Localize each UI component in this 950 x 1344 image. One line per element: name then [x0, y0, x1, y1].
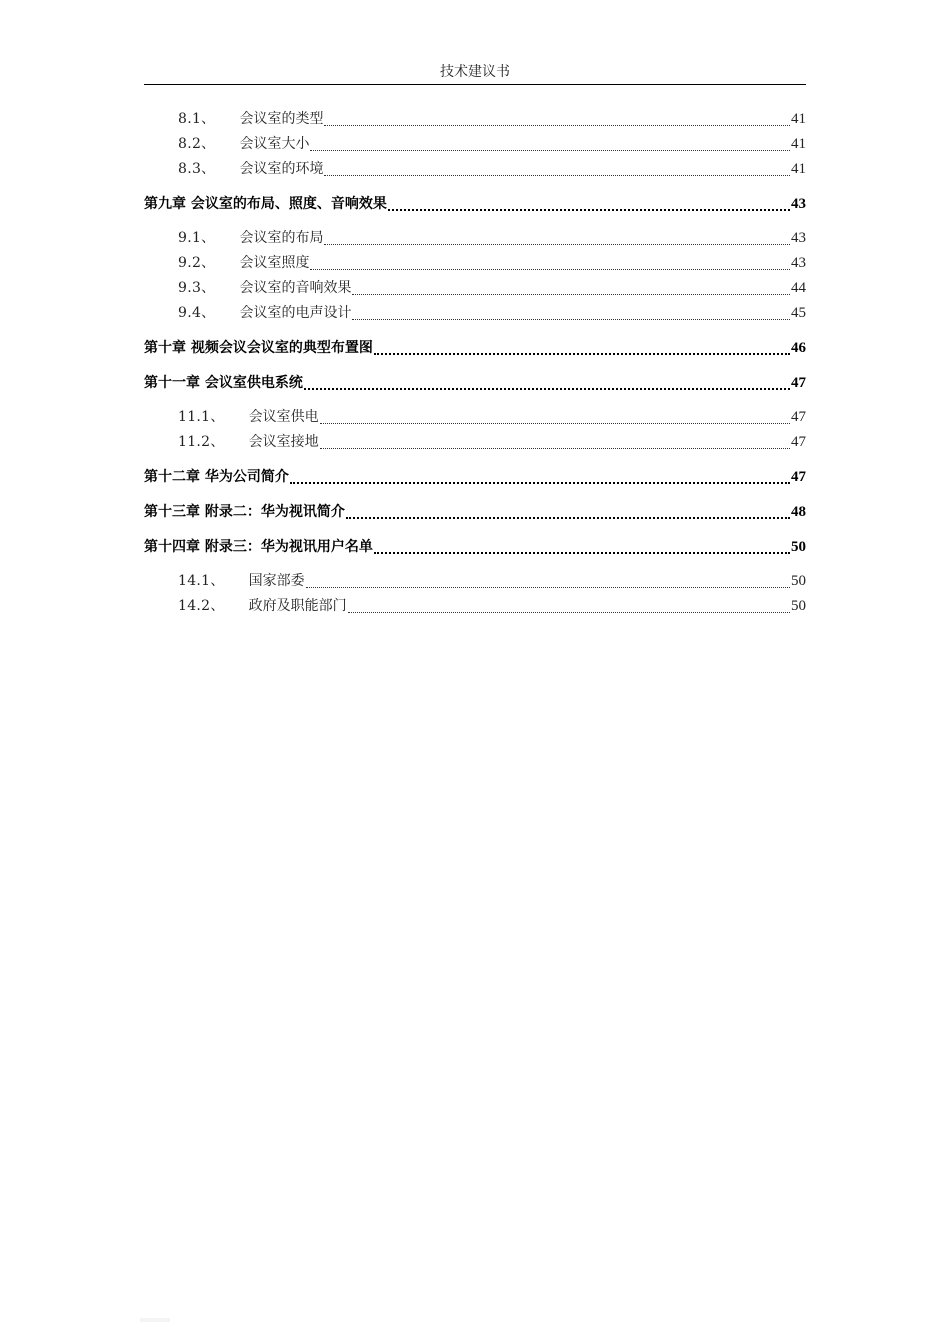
- toc-dot-leader: [374, 352, 790, 355]
- toc-page-number: 45: [791, 305, 806, 321]
- toc-entry-title: 会议室大小: [239, 136, 310, 152]
- toc-dot-leader: [352, 318, 790, 320]
- toc-page-number: 44: [791, 280, 806, 296]
- toc-dot-leader: [320, 422, 790, 424]
- toc-page-number: 50: [791, 573, 806, 589]
- toc-dot-leader: [352, 293, 790, 295]
- table-of-contents: [144, 105, 806, 617]
- toc-dot-leader: [310, 149, 790, 151]
- toc-page-number: 47: [791, 409, 806, 425]
- toc-entry-title: 会议室接地: [248, 434, 319, 450]
- page-footer-mark: [140, 1318, 170, 1322]
- toc-entry-number: 9.4、: [178, 305, 216, 321]
- toc-chapter-entry[interactable]: [144, 189, 806, 215]
- toc-section-entry[interactable]: [144, 155, 806, 180]
- toc-section-entry[interactable]: [144, 428, 806, 453]
- toc-dot-leader: [324, 243, 790, 245]
- toc-dot-leader: [374, 551, 790, 554]
- toc-chapter-entry[interactable]: [144, 462, 806, 488]
- toc-dot-leader: [324, 124, 790, 126]
- toc-entry-number: 8.3、: [178, 161, 216, 177]
- toc-entry-title: 第十二章 华为公司简介: [144, 469, 289, 485]
- toc-dot-leader: [306, 586, 790, 588]
- toc-entry-number: 8.1、: [178, 111, 216, 127]
- toc-entry-number: 14.2、: [178, 598, 225, 614]
- toc-section-entry[interactable]: [144, 403, 806, 428]
- toc-entry-title: 会议室的音响效果: [239, 280, 352, 296]
- toc-dot-leader: [304, 387, 790, 390]
- toc-entry-title: 会议室供电: [248, 409, 319, 425]
- toc-section-entry[interactable]: [144, 274, 806, 299]
- toc-chapter-entry[interactable]: [144, 497, 806, 523]
- toc-page-number: 46: [791, 340, 806, 356]
- header-title: 技术建议书: [440, 64, 510, 80]
- toc-entry-number: 9.1、: [178, 230, 216, 246]
- toc-dot-leader: [388, 208, 790, 211]
- toc-dot-leader: [346, 516, 790, 519]
- toc-dot-leader: [290, 481, 790, 484]
- toc-page-number: 47: [791, 434, 806, 450]
- toc-entry-number: 9.3、: [178, 280, 216, 296]
- toc-entry-title: 会议室的电声设计: [239, 305, 352, 321]
- toc-section-entry[interactable]: [144, 592, 806, 617]
- toc-entry-title: 会议室的类型: [239, 111, 324, 127]
- toc-page-number: 47: [791, 469, 806, 485]
- toc-page-number: 43: [791, 196, 806, 212]
- toc-entry-number: 11.1、: [178, 409, 225, 425]
- toc-entry-title: 会议室的环境: [239, 161, 324, 177]
- toc-chapter-entry[interactable]: [144, 333, 806, 359]
- toc-page-number: 41: [791, 136, 806, 152]
- toc-entry-title: 政府及职能部门: [248, 598, 347, 614]
- toc-entry-title: 国家部委: [248, 573, 305, 589]
- toc-entry-title: 第十四章 附录三：华为视讯用户名单: [144, 539, 373, 555]
- toc-page-number: 48: [791, 504, 806, 520]
- toc-entry-number: 8.2、: [178, 136, 216, 152]
- toc-dot-leader: [310, 268, 790, 270]
- toc-section-entry[interactable]: [144, 224, 806, 249]
- toc-dot-leader: [324, 174, 790, 176]
- toc-section-entry[interactable]: [144, 299, 806, 324]
- toc-entry-title: 第十三章 附录二：华为视讯简介: [144, 504, 345, 520]
- toc-entry-title: 第九章 会议室的布局、照度、音响效果: [144, 196, 387, 212]
- toc-entry-title: 第十章 视频会议会议室的典型布置图: [144, 340, 373, 356]
- toc-entry-number: 9.2、: [178, 255, 216, 271]
- toc-section-entry[interactable]: [144, 130, 806, 155]
- toc-page-number: 47: [791, 375, 806, 391]
- toc-entry-title: 会议室的布局: [239, 230, 324, 246]
- toc-page-number: 41: [791, 111, 806, 127]
- toc-entry-number: 11.2、: [178, 434, 225, 450]
- toc-page-number: 43: [791, 230, 806, 246]
- toc-page-number: 50: [791, 539, 806, 555]
- toc-page-number: 50: [791, 598, 806, 614]
- toc-dot-leader: [320, 447, 790, 449]
- toc-entry-title: 第十一章 会议室供电系统: [144, 375, 303, 391]
- toc-chapter-entry[interactable]: [144, 368, 806, 394]
- toc-section-entry[interactable]: [144, 105, 806, 130]
- toc-page-number: 41: [791, 161, 806, 177]
- toc-entry-title: 会议室照度: [239, 255, 310, 271]
- toc-section-entry[interactable]: [144, 567, 806, 592]
- toc-section-entry[interactable]: [144, 249, 806, 274]
- toc-page-number: 43: [791, 255, 806, 271]
- toc-entry-number: 14.1、: [178, 573, 225, 589]
- page-header: [144, 62, 806, 85]
- toc-chapter-entry[interactable]: [144, 532, 806, 558]
- toc-dot-leader: [348, 611, 790, 613]
